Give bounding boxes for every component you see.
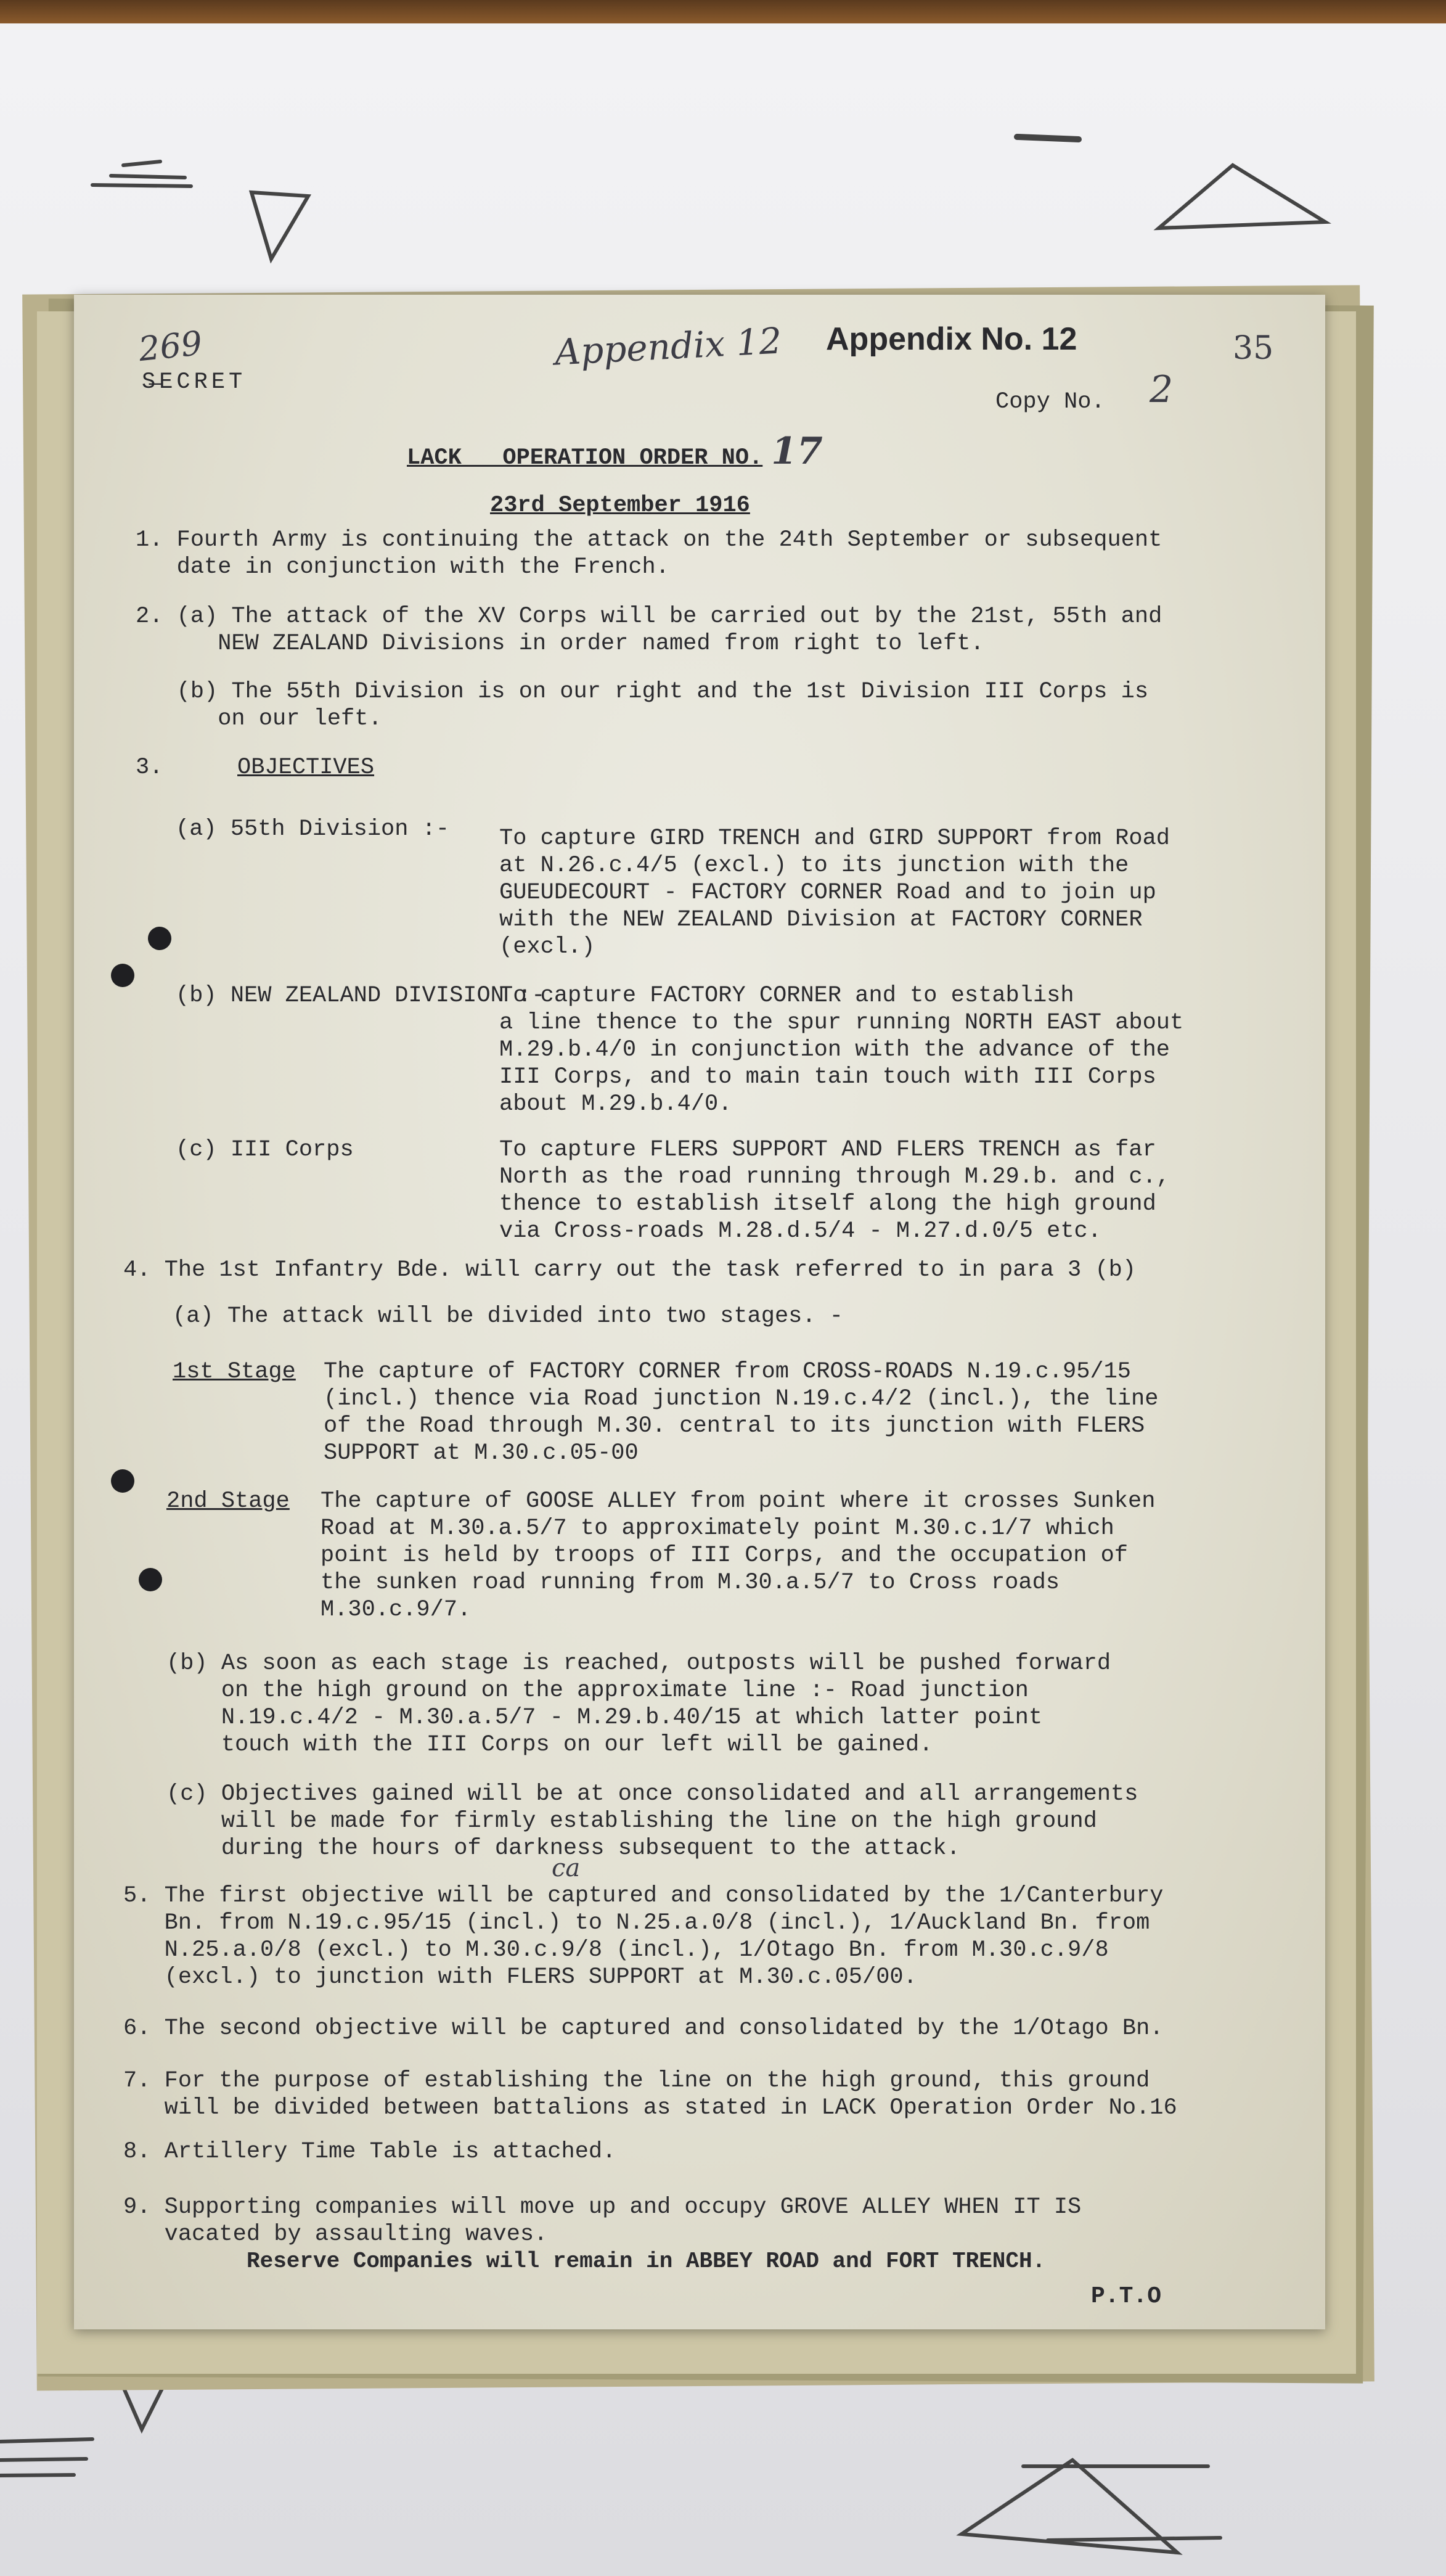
punch-hole-1 [148, 927, 171, 950]
stage2-label: 2nd Stage [166, 1488, 290, 1514]
pencil-marks-bottom [0, 2380, 1446, 2576]
stage1-line: The capture of FACTORY CORNER from CROSS-ROADS N.19.c.95/15 [324, 1359, 1132, 1385]
objective-a-line: GUEUDECOURT - FACTORY CORNER Road and to join up [499, 880, 1156, 906]
stage1-line: of the Road through M.30. central to its junction with FLERS [324, 1413, 1145, 1439]
objective-a-label: (a) 55th Division :- [176, 816, 450, 842]
para4c-line: will be made for firmly establishing the line on the high ground [166, 1808, 1097, 1834]
order-title [407, 430, 823, 473]
stage1-line: SUPPORT at M.30.c.05-00 [324, 1440, 639, 1466]
para2a-line: NEW ZEALAND Divisions in order named from right to left. [136, 631, 984, 657]
stage1-line: (incl.) thence via Road junction N.19.c.4/2 (incl.), the line [324, 1386, 1159, 1412]
objective-c-label: (c) III Corps [176, 1137, 354, 1163]
appendix-stamp: Appendix No. 12 [826, 321, 1077, 357]
para3-number: 3. [136, 755, 163, 781]
para5-correction: ca [552, 1854, 581, 1882]
objective-c-line: thence to establish itself along the high ground [499, 1191, 1156, 1217]
para5-line: 5. The first objective will be captured and consolidated by the 1/Canterbury [123, 1883, 1164, 1909]
para5-line: N.25.a.0/8 (excl.) to M.30.c.9/8 (incl.), 1/Otago Bn. from M.30.c.9/8 [123, 1937, 1109, 1963]
para5-line: (excl.) to junction with FLERS SUPPORT at M.30.c.05/00. [123, 1964, 917, 1990]
para2b-line: on our left. [136, 706, 382, 732]
copy-number: 2 [1150, 368, 1174, 411]
stage2-line: the sunken road running from M.30.a.5/7 to Cross roads [321, 1570, 1060, 1596]
para8-line: 8. Artillery Time Table is attached. [123, 2139, 616, 2165]
objective-b-line: about M.29.b.4/0. [499, 1091, 732, 1117]
stage2-line: M.30.c.9/7. [321, 1597, 472, 1623]
stage2-line: The capture of GOOSE ALLEY from point where it crosses Sunken [321, 1488, 1156, 1514]
para9-line: 9. Supporting companies will move up and occupy GROVE ALLEY WHEN IT IS [123, 2194, 1082, 2220]
objectives-heading: OBJECTIVES [237, 755, 375, 781]
punch-hole-2 [111, 964, 134, 987]
para4c-line: (c) Objectives gained will be at once consolidated and all arrangements [166, 1781, 1138, 1807]
folio-number: 35 [1233, 330, 1274, 367]
objective-c-line: North as the road running through M.29.b. and c., [499, 1164, 1170, 1190]
para7-line: 7. For the purpose of establishing the line on the high ground, this ground [123, 2068, 1150, 2094]
stage2-line: point is held by troops of III Corps, and the occupation of [321, 1543, 1129, 1569]
appendix-handwritten: Appendix 12 [553, 319, 783, 374]
objective-a-line: with the NEW ZEALAND Division at FACTORY CORNER [499, 907, 1143, 933]
para2b-line: (b) The 55th Division is on our right and the 1st Division III Corps is [136, 679, 1149, 705]
para4c-line: during the hours of darkness subsequent to the attack. [166, 1836, 960, 1861]
stage1-label: 1st Stage [173, 1359, 296, 1385]
copy-label: Copy No. [995, 389, 1105, 415]
objective-c-line: To capture FLERS SUPPORT AND FLERS TRENCH as far [499, 1137, 1156, 1163]
para4a-line: (a) The attack will be divided into two stages. - [173, 1303, 843, 1329]
para6-line: 6. The second objective will be captured and consolidated by the 1/Otago Bn. [123, 2016, 1164, 2041]
order-number: 17 [771, 430, 823, 473]
para1-line: 1. Fourth Army is continuing the attack on the 24th September or subsequent [136, 527, 1162, 553]
para5-line: Bn. from N.19.c.95/15 (incl.) to N.25.a.0/8 (incl.), 1/Auckland Bn. from [123, 1910, 1150, 1936]
objective-b-line: III Corps, and to main tain touch with III Corps [499, 1064, 1156, 1090]
order-title-text: LACK OPERATION ORDER NO. [407, 445, 763, 471]
objective-b-line: M.29.b.4/0 in conjunction with the advance of the [499, 1037, 1170, 1063]
para2a-line: 2. (a) The attack of the XV Corps will be carried out by the 21st, 55th and [136, 604, 1162, 630]
document-page [74, 295, 1325, 2329]
para7-line: will be divided between battalions as stated in LACK Operation Order No.16 [123, 2095, 1177, 2121]
classification: S̶ECRET [142, 369, 247, 395]
stage2-line: Road at M.30.a.5/7 to approximately point M.30.c.1/7 which [321, 1516, 1114, 1541]
pto-note: P.T.O [1091, 2283, 1162, 2310]
para4b-line: (b) As soon as each stage is reached, outposts will be pushed forward [166, 1651, 1111, 1676]
page-number: 269 [136, 323, 205, 369]
objective-a-line: (excl.) [499, 934, 595, 960]
order-date: 23rd September 1916 [490, 493, 750, 519]
pencil-marks-top [0, 0, 1446, 290]
para4b-line: on the high ground on the approximate line :- Road junction [166, 1678, 1029, 1704]
punch-hole-4 [139, 1568, 162, 1591]
objective-b-label: (b) NEW ZEALAND DIVISION :- [176, 983, 545, 1009]
para4-line: 4. The 1st Infantry Bde. will carry out the task referred to in para 3 (b) [123, 1257, 1137, 1283]
para9-line: vacated by assaulting waves. [123, 2221, 548, 2247]
objective-a-line: at N.26.c.4/5 (excl.) to its junction with the [499, 853, 1129, 879]
para4b-line: N.19.c.4/2 - M.30.a.5/7 - M.29.b.40/15 at which latter point [166, 1705, 1043, 1731]
para1-line: date in conjunction with the French. [136, 554, 669, 580]
objective-b-line: To capture FACTORY CORNER and to establish [499, 983, 1074, 1009]
objective-c-line: via Cross-roads M.28.d.5/4 - M.27.d.0/5 etc. [499, 1218, 1101, 1244]
objective-b-line: a line thence to the spur running NORTH EAST about [499, 1010, 1184, 1036]
para9-reserve: Reserve Companies will remain in ABBEY ROAD and FORT TRENCH. [247, 2249, 1046, 2274]
para4b-line: touch with the III Corps on our left will be gained. [166, 1732, 933, 1758]
objective-a-line: To capture GIRD TRENCH and GIRD SUPPORT from Road [499, 826, 1170, 851]
punch-hole-3 [111, 1469, 134, 1493]
